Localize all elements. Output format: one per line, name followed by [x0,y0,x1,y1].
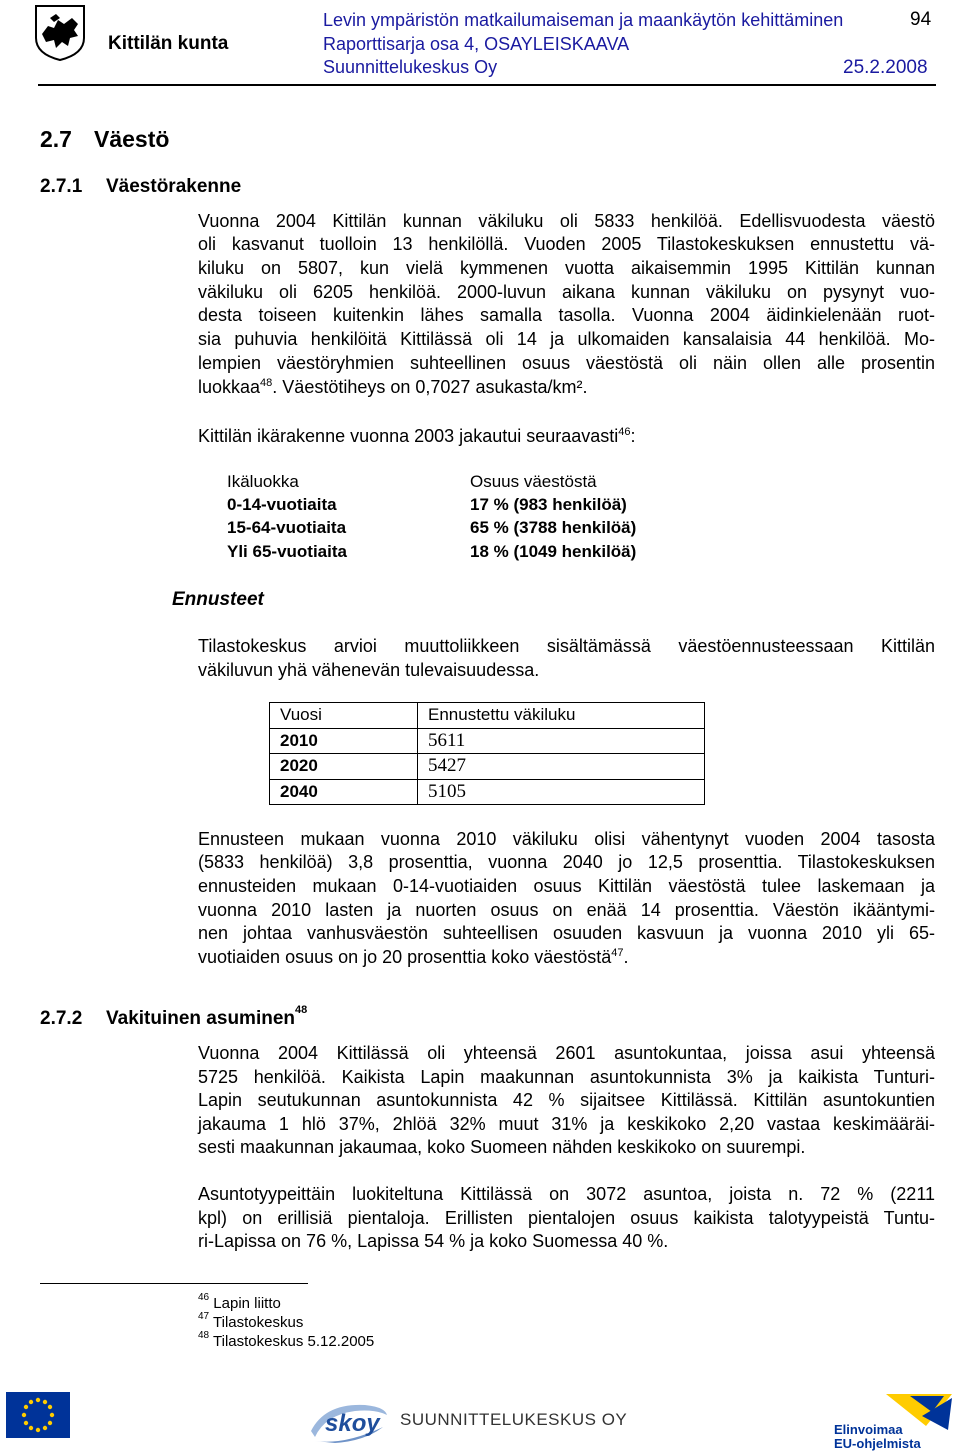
table-row [270,779,705,805]
paragraph-line: desta toiseen kuitenkin lähes samalla tasolla. Vuonna 2004 äidinkielenään ruot- [198,305,935,325]
paragraph-line: lempien väestöryhmien suhteellinen osuus väestöstä oli näin ollen alle prosentin [198,353,935,373]
age-share: 18 % (1049 henkilöä) [470,542,637,561]
paragraph-line: ennusteiden mukaan 0-14-vuotiaiden osuus Kittilän väestöstä tulee laskemaan ja [198,876,935,896]
paragraph-line: Tilastokeskus arvioi muuttoliikkeen sisältämässä väestöennusteessaan Kittilän [198,636,935,656]
footnote-ref: 48 [260,377,273,389]
age-table-header-share: Osuus väestöstä [470,472,597,491]
skoy-logo-icon [305,1397,391,1447]
paragraph-line: nen johtaa vanhusväestön suhteellisen osuuden kasvuun ja vuonna 2010 yli 65- [198,923,935,943]
table-row [270,703,705,729]
footnote: $^{48}$ Tilastokeskus 5.12.2005 [198,1330,375,1350]
table-header-population: Ennustettu väkiluku [418,703,705,729]
paragraph-line: väkiluku oli 6205 henkilöä. 2000-luvun aikana kunnan väkiluku on pysynyt vuo- [198,282,935,302]
footnote-ref: 48 [295,1004,308,1016]
header-report-series: Raporttisarja osa 4, OSAYLEISKAAVA [323,34,630,54]
paragraph-line: sia puhuvia henkilöitä Kittilässä oli 14 ja ulkomaiden kansalaisia 44 henkilöä. Mo- [198,329,935,349]
eu-program-logo-icon [826,1390,954,1452]
table-row [270,754,705,780]
forecast-population: 5427 [418,754,705,780]
paragraph-line: Lapin seutukunnan asuntokunnista 42 % sijaitsee Kittilässä. Kittilän asuntokuntien [198,1090,935,1110]
forecast-year: 2020 [270,754,418,780]
table-header-year: Vuosi [270,703,418,729]
paragraph-line: Asuntotyypeittäin luokiteltuna Kittilässä on 3072 asuntoa, joista n. 72 % (2211 [198,1184,935,1204]
age-structure-intro: Kittilän ikärakenne vuonna 2003 jakautui seuraavasti$^{46}$: [198,426,636,446]
paragraph-line: luokkaa$^{48}$. Väestötiheys on 0,7027 asukasta/km². [198,377,588,397]
skoy-logo-text: skoy [325,1410,380,1437]
paragraph-line: ri-Lapissa on 76 %, Lapissa 54 % ja koko Suomessa 40 %. [198,1231,669,1251]
forecast-year: 2010 [270,728,418,754]
footnote: $^{47}$ Tilastokeskus [198,1311,304,1331]
paragraph-line: (5833 henkilöä) 3,8 prosenttia, vuonna 2040 jo 12,5 prosenttia. Tilastokeskuksen [198,852,935,872]
subsection-number: 2.7.1 [40,176,83,197]
header-divider [38,84,936,86]
age-table-header-group: Ikäluokka [227,472,299,491]
eu-flag-icon [6,1392,70,1438]
age-share: 17 % (983 henkilöä) [470,495,627,514]
age-group: 0-14-vuotiaita [227,495,337,514]
header-date: 25.2.2008 [843,57,928,78]
forecasts-heading: Ennusteet [172,589,264,610]
paragraph-line: vuonna 2010 lasten ja nuorten osuus on enää 14 prosenttia. Väestön ikääntymi- [198,900,935,920]
subsection-number: 2.7.2 [40,1008,83,1029]
subsection-title: Väestörakenne [106,176,242,197]
program-logo-line2: EU-ohjelmista [834,1436,921,1451]
paragraph-line: 5725 henkilöä. Kaikista Lapin maakunnan asuntokunnista 3% ja kaikista Tunturi- [198,1067,935,1087]
paragraph-line: jakauma 1 hlö 37%, 2hlöä 32% muut 31% ja keskikoko 2,20 vastaa keskimääräi- [198,1114,935,1134]
paragraph-line: kiluku on 5807, kun vielä kymmenen vuotta aikaisemmin 1995 Kittilän kunnan [198,258,935,278]
footnote-divider [40,1283,308,1284]
header-project-title: Levin ympäristön matkailumaiseman ja maankäytön kehittäminen [323,10,844,30]
table-row [270,728,705,754]
paragraph-line: väkiluvun yhä vähenevän tulevaisuudessa. [198,660,540,680]
municipality-name: Kittilän kunta [108,33,229,54]
section-number: 2.7 [40,126,72,152]
age-share: 65 % (3788 henkilöä) [470,518,637,537]
paragraph-line: Ennusteen mukaan vuonna 2010 väkiluku olisi vähentynyt vuoden 2004 tasosta [198,829,935,849]
paragraph-line: Vuonna 2004 Kittilän kunnan väkiluku oli 5833 henkilöä. Edellisvuodesta väestö [198,211,935,231]
paragraph-line: Vuonna 2004 Kittilässä oli yhteensä 2601 asuntokuntaa, joissa asui yhteensä [198,1043,935,1063]
program-logo-line1: Elinvoimaa [834,1422,903,1437]
forecast-population: 5611 [418,728,705,754]
age-group: Yli 65-vuotiaita [227,542,347,561]
forecast-year: 2040 [270,779,418,805]
section-title: Väestö [94,126,170,152]
paragraph-line: kpl) on erillisiä pientaloja. Erillisten pientalojen osuus kaikista talotyypeistä Tuntu- [198,1208,935,1228]
paragraph-line: vuotiaiden osuus on jo 20 prosenttia koko väestöstä$^{47}$. [198,947,629,967]
paragraph-line: sesti maakunnan jakaumaa, koko Suomeen nähden keskikoko on suurempi. [198,1137,806,1157]
footnote-ref: 46 [618,426,631,438]
page-number: 94 [910,9,932,30]
subsection-title: Vakituinen asuminen$^{48}$ [106,1004,308,1029]
forecast-population: 5105 [418,779,705,805]
paragraph-line: oli kasvanut tuolloin 13 henkilöllä. Vuoden 2005 Tilastokeskuksen ennustettu vä- [198,234,935,254]
footer-company-name: SUUNNITTELUKESKUS OY [400,1410,628,1429]
footnote-ref: 47 [611,947,624,959]
forecast-table [269,702,705,805]
footnote: $^{46}$ Lapin liitto [198,1292,281,1312]
header-company: Suunnittelukeskus Oy [323,57,498,77]
kittila-crest-icon [34,4,86,62]
age-group: 15-64-vuotiaita [227,518,347,537]
